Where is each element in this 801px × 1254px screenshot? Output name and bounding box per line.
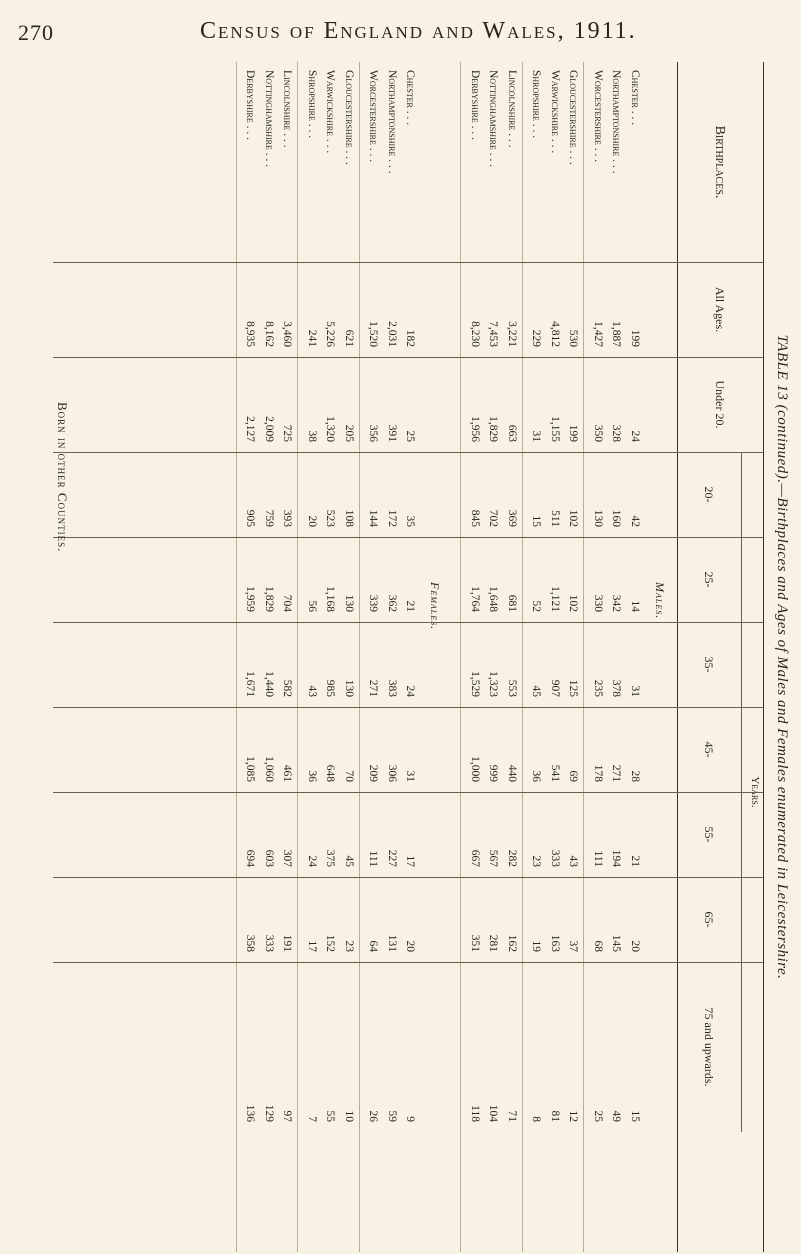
table-cell: 281 <box>487 934 500 952</box>
header-age-1: 25- <box>702 571 717 588</box>
table-cell: 375 <box>324 849 337 867</box>
table-cell: 36 <box>530 770 543 782</box>
table-cell: 2,031 <box>386 321 398 347</box>
table-cell: 25 <box>592 1110 604 1122</box>
table-cell: 68 <box>592 940 604 952</box>
column-divider <box>53 962 763 963</box>
header-age-5: 65- <box>702 911 717 928</box>
table-cell: 5,226 <box>324 321 337 347</box>
table-cell: 131 <box>386 934 398 952</box>
table-cell: 1,323 <box>487 671 500 697</box>
header-all-ages: All Ages. <box>713 286 728 333</box>
table-cell: 64 <box>367 940 380 952</box>
table-cell: 1,427 <box>592 321 604 347</box>
row-birthplace: Lincolnshire . . . <box>506 70 518 148</box>
table-cell: 1,648 <box>487 586 500 612</box>
table-cell: 15 <box>530 515 543 527</box>
column-divider <box>53 452 763 453</box>
row-group-divider <box>236 62 237 1252</box>
column-divider <box>53 622 763 623</box>
table-cell: 20 <box>306 515 318 527</box>
table-cell: 351 <box>469 934 481 952</box>
table-cell: 144 <box>367 509 380 527</box>
table-cell: 36 <box>306 770 318 782</box>
table-cell: 663 <box>506 424 518 442</box>
table-cell: 19 <box>530 940 543 952</box>
table-cell: 306 <box>386 764 398 782</box>
table-cell: 81 <box>549 1110 561 1122</box>
table-cell: 1,320 <box>324 416 337 442</box>
table-cell: 648 <box>324 764 337 782</box>
table-cell: 523 <box>324 509 337 527</box>
table-cell: 282 <box>506 849 518 867</box>
table-cell: 582 <box>281 679 294 697</box>
table-cell: 178 <box>592 764 604 782</box>
table-cell: 9 <box>404 1116 417 1122</box>
table-cell: 1,959 <box>244 586 257 612</box>
table-cell: 391 <box>386 424 398 442</box>
table-cell: 702 <box>487 509 500 527</box>
row-birthplace: Chester . . . <box>404 70 417 126</box>
table-cell: 339 <box>367 594 380 612</box>
table-cell: 553 <box>506 679 518 697</box>
footer-caption: Born in other Counties. <box>55 402 70 553</box>
table-cell: 603 <box>263 849 275 867</box>
table-cell: 271 <box>367 679 380 697</box>
table-cell: 56 <box>306 600 318 612</box>
table-cell: 1,887 <box>610 321 623 347</box>
table-cell: 383 <box>386 679 398 697</box>
table-cell: 23 <box>343 940 355 952</box>
table-cell: 350 <box>592 424 604 442</box>
birthplace-age-table <box>54 62 764 1252</box>
table-cell: 26 <box>367 1110 380 1122</box>
rotated-table <box>50 62 798 1252</box>
page-number: 270 <box>18 20 54 45</box>
table-cell: 125 <box>567 679 580 697</box>
table-cell: 1,829 <box>263 586 275 612</box>
table-cell: 694 <box>244 849 257 867</box>
table-cell: 24 <box>404 685 417 697</box>
table-cell: 15 <box>629 1110 641 1122</box>
table-cell: 2,127 <box>244 416 257 442</box>
table-cell: 21 <box>404 600 417 612</box>
table-cell: 199 <box>567 424 580 442</box>
table-cell: 1,060 <box>263 756 275 782</box>
table-cell: 162 <box>506 934 518 952</box>
table-cell: 393 <box>281 509 294 527</box>
header-age-6: 75 and upwards. <box>702 1007 717 1087</box>
table-cell: 8,162 <box>263 321 275 347</box>
table-cell: 31 <box>404 770 417 782</box>
table-cell: 163 <box>549 934 561 952</box>
table-cell: 333 <box>263 934 275 952</box>
table-cell: 1,829 <box>487 416 500 442</box>
row-birthplace: Derbyshire . . . <box>469 70 481 141</box>
row-birthplace: Gloucestershire . . . <box>343 70 355 165</box>
table-cell: 241 <box>306 329 318 347</box>
header-age-2: 35- <box>702 656 717 673</box>
table-cell: 704 <box>281 594 294 612</box>
table-cell: 20 <box>629 940 641 952</box>
table-cell: 23 <box>530 855 543 867</box>
column-divider <box>53 357 763 358</box>
table-cell: 1,529 <box>469 671 481 697</box>
table-cell: 35 <box>404 515 417 527</box>
table-cell: 20 <box>404 940 417 952</box>
table-cell: 845 <box>469 509 481 527</box>
table-cell: 136 <box>244 1104 257 1122</box>
table-cell: 541 <box>549 764 561 782</box>
table-cell: 21 <box>629 855 641 867</box>
table-cell: 333 <box>549 849 561 867</box>
table-cell: 111 <box>367 850 380 867</box>
table-cell: 907 <box>549 679 561 697</box>
table-cell: 45 <box>530 685 543 697</box>
table-cell: 71 <box>506 1110 518 1122</box>
table-cell: 3,460 <box>281 321 294 347</box>
table-cell: 1,000 <box>469 756 481 782</box>
table-cell: 621 <box>343 329 355 347</box>
row-birthplace: Warwickshire . . . <box>549 70 561 154</box>
table-cell: 342 <box>610 594 623 612</box>
table-cell: 511 <box>549 510 561 527</box>
table-cell: 667 <box>469 849 481 867</box>
table-cell: 1,121 <box>549 586 561 612</box>
header-age-3: 45- <box>702 741 717 758</box>
table-cell: 37 <box>567 940 580 952</box>
column-divider <box>53 707 763 708</box>
row-birthplace: Shropshire . . . <box>306 70 318 139</box>
table-cell: 17 <box>404 855 417 867</box>
running-title: Census of England and Wales, 1911. <box>200 18 637 44</box>
row-birthplace: Chester . . . <box>629 70 641 126</box>
table-cell: 328 <box>610 424 623 442</box>
table-cell: 8,935 <box>244 321 257 347</box>
table-cell: 49 <box>610 1110 623 1122</box>
table-cell: 25 <box>404 430 417 442</box>
row-group-divider <box>461 62 462 1252</box>
table-cell: 31 <box>530 430 543 442</box>
table-cell: 199 <box>629 329 641 347</box>
table-cell: 330 <box>592 594 604 612</box>
table-cell: 43 <box>567 855 580 867</box>
row-birthplace: Worcestershire . . . <box>592 70 604 163</box>
table-cell: 182 <box>404 329 417 347</box>
table-cell: 70 <box>343 770 355 782</box>
section-label: Males. <box>653 582 667 620</box>
table-cell: 8 <box>530 1116 543 1122</box>
table-cell: 59 <box>386 1110 398 1122</box>
table-cell: 24 <box>306 855 318 867</box>
table-cell: 152 <box>324 934 337 952</box>
table-cell: 42 <box>629 515 641 527</box>
table-cell: 681 <box>506 594 518 612</box>
row-birthplace: Nottinghamshire . . . <box>263 70 275 168</box>
table-cell: 55 <box>324 1110 337 1122</box>
table-cell: 118 <box>469 1105 481 1122</box>
table-cell: 205 <box>343 424 355 442</box>
header-birthplaces: Birthplaces. <box>712 125 728 199</box>
table-cell: 358 <box>244 934 257 952</box>
table-cell: 104 <box>487 1104 500 1122</box>
table-cell: 209 <box>367 764 380 782</box>
table-cell: 1,085 <box>244 756 257 782</box>
table-cell: 45 <box>343 855 355 867</box>
table-cell: 97 <box>281 1110 294 1122</box>
table-cell: 130 <box>343 679 355 697</box>
table-cell: 725 <box>281 424 294 442</box>
table-cell: 759 <box>263 509 275 527</box>
table-cell: 1,168 <box>324 586 337 612</box>
row-group-divider <box>298 62 299 1252</box>
row-birthplace: Northamptonshire . . . <box>610 70 623 174</box>
table-cell: 160 <box>610 509 623 527</box>
table-cell: 1,956 <box>469 416 481 442</box>
table-cell: 31 <box>629 685 641 697</box>
table-cell: 1,155 <box>549 416 561 442</box>
table-cell: 307 <box>281 849 294 867</box>
table-cell: 3,221 <box>506 321 518 347</box>
table-cell: 69 <box>567 770 580 782</box>
section-label: Females. <box>428 582 443 631</box>
header-under-20: Under 20. <box>713 380 728 429</box>
table-cell: 985 <box>324 679 337 697</box>
column-divider <box>53 792 763 793</box>
table-cell: 102 <box>567 594 580 612</box>
row-birthplace: Derbyshire . . . <box>244 70 257 141</box>
header-years-label: Years. <box>741 452 761 1132</box>
table-cell: 1,440 <box>263 671 275 697</box>
table-cell: 129 <box>263 1104 275 1122</box>
table-cell: 191 <box>281 934 294 952</box>
table-cell: 7 <box>306 1116 318 1122</box>
table-cell: 8,230 <box>469 321 481 347</box>
column-divider <box>53 262 763 263</box>
row-birthplace: Shropshire . . . <box>530 70 543 139</box>
table-cell: 356 <box>367 424 380 442</box>
table-cell: 12 <box>567 1110 580 1122</box>
table-cell: 38 <box>306 430 318 442</box>
table-cell: 145 <box>610 934 623 952</box>
table-cell: 43 <box>306 685 318 697</box>
table-cell: 1,764 <box>469 586 481 612</box>
table-cell: 227 <box>386 849 398 867</box>
table-cell: 172 <box>386 509 398 527</box>
table-cell: 235 <box>592 679 604 697</box>
row-group-divider <box>359 62 360 1252</box>
table-cell: 102 <box>567 509 580 527</box>
table-cell: 17 <box>306 940 318 952</box>
table-cell: 7,453 <box>487 321 500 347</box>
table-cell: 1,520 <box>367 321 380 347</box>
column-divider <box>53 877 763 878</box>
table-cell: 229 <box>530 329 543 347</box>
header-age-0: 20- <box>702 486 717 503</box>
row-birthplace: Northamptonshire . . . <box>386 70 398 174</box>
column-divider <box>53 537 763 538</box>
rotated-table-container <box>50 62 798 1252</box>
row-birthplace: Gloucestershire . . . <box>567 70 580 165</box>
table-cell: 4,812 <box>549 321 561 347</box>
table-cell: 14 <box>629 600 641 612</box>
row-group-divider <box>584 62 585 1252</box>
table-cell: 2,009 <box>263 416 275 442</box>
table-cell: 28 <box>629 770 641 782</box>
row-birthplace: Warwickshire . . . <box>324 70 337 154</box>
table-cell: 440 <box>506 764 518 782</box>
table-cell: 10 <box>343 1110 355 1122</box>
table-title: TABLE 13 (continued).—Birthplaces and Ages of Males and Females enumerated in Leicestershire. <box>774 334 790 980</box>
table-cell: 378 <box>610 679 623 697</box>
table-cell: 130 <box>343 594 355 612</box>
table-cell: 108 <box>343 509 355 527</box>
table-cell: 24 <box>629 430 641 442</box>
table-cell: 369 <box>506 509 518 527</box>
table-cell: 362 <box>386 594 398 612</box>
row-birthplace: Nottinghamshire . . . <box>487 70 500 168</box>
row-birthplace: Lincolnshire . . . <box>281 70 294 148</box>
table-cell: 905 <box>244 509 257 527</box>
table-cell: 271 <box>610 764 623 782</box>
table-cell: 111 <box>592 850 604 867</box>
table-cell: 461 <box>281 764 294 782</box>
row-birthplace: Worcestershire . . . <box>367 70 380 163</box>
table-cell: 530 <box>567 329 580 347</box>
table-cell: 194 <box>610 849 623 867</box>
header-age-4: 55- <box>702 826 717 843</box>
table-cell: 52 <box>530 600 543 612</box>
table-cell: 1,671 <box>244 671 257 697</box>
table-cell: 999 <box>487 764 500 782</box>
table-cell: 567 <box>487 849 500 867</box>
row-group-divider <box>522 62 523 1252</box>
table-cell: 130 <box>592 509 604 527</box>
